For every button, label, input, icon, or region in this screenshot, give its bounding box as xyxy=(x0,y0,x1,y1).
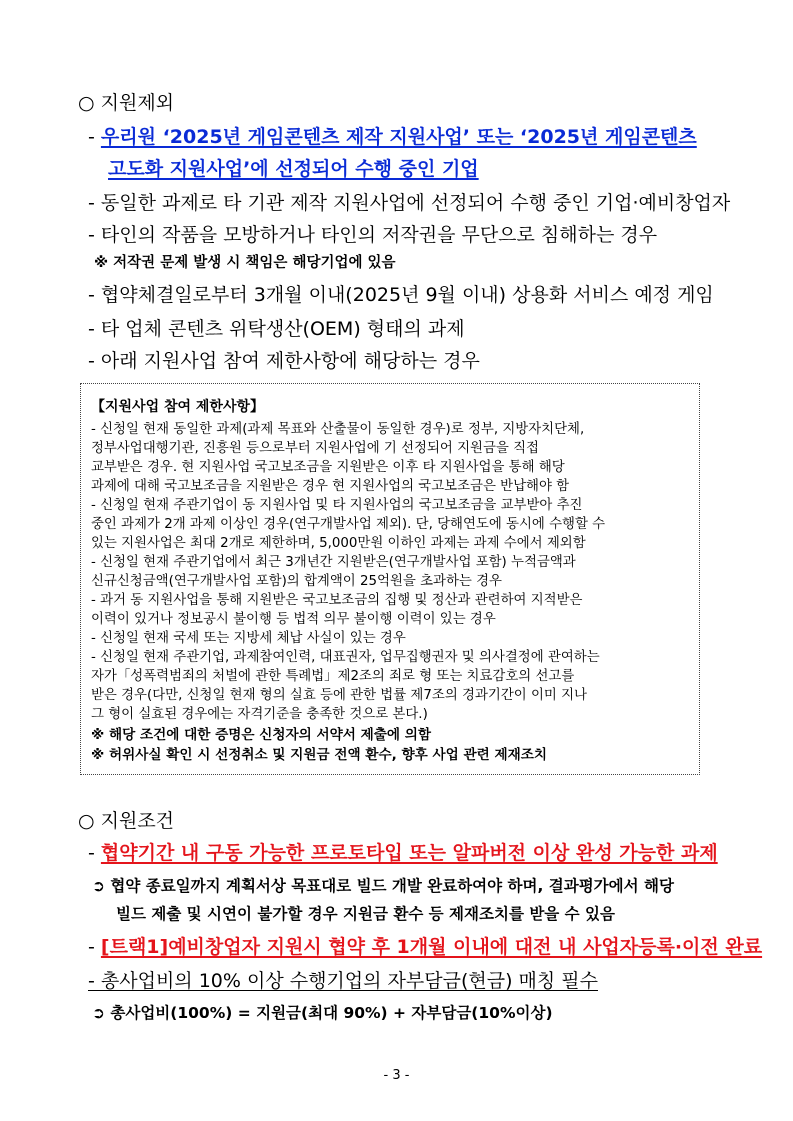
restriction-line: 정부사업대행기관, 진흥원 등으로부터 지원사업에 기 선정되어 지원금을 직접 xyxy=(91,441,539,456)
section-title-conditions: ○ 지원조건 xyxy=(78,810,175,832)
restriction-line: 자가「성폭력범죄의 처벌에 관한 특례법」제2조의 죄로 형 또는 치료감호의 선고를 xyxy=(91,669,575,684)
exclusion-item-1 xyxy=(88,124,697,150)
restriction-line: 교부받은 경우. 현 지원사업 국고보조금을 지원받은 이후 타 지원사업을 통해 해당 xyxy=(91,460,565,475)
restriction-line: - 신청일 현재 주관기업이 동 지원사업 및 타 지원사업의 국고보조금을 교부받아 추진 xyxy=(91,498,583,513)
build-requirement-note: ➲ 협약 종료일까지 계획서상 목표대로 빌드 개발 완료하여야 하며, 결과평가에서 해당 xyxy=(92,877,674,895)
condition-item-3: - 총사업비의 10% 이상 수행기업의 자부담금(현금) 매칭 필수 xyxy=(88,970,598,992)
exclusion-item-2: - 동일한 과제로 타 기관 제작 지원사업에 선정되어 수행 중인 기업·예비창업자 xyxy=(88,192,731,214)
restriction-line: 이력이 있거나 정보공시 불이행 등 법적 의무 불이행 이력이 있는 경우 xyxy=(91,612,496,627)
false-info-note: ※ 허위사실 확인 시 선정취소 및 지원금 전액 환수, 향후 사업 관련 제재조치 xyxy=(91,747,547,763)
page-number: - 3 - xyxy=(383,1068,410,1083)
condition-item-2-text: [트랙1]예비창업자 지원시 협약 후 1개월 이내에 대전 내 사업자등록·이전 완료 xyxy=(100,936,763,958)
restriction-line: 그 형이 실효된 경우에는 자격기준을 충족한 것으로 본다.) xyxy=(91,707,428,722)
condition-item-2 xyxy=(88,934,762,960)
bullet-dash: - xyxy=(88,126,101,148)
restriction-line: - 과거 동 지원사업을 통해 지원받은 국고보조금의 집행 및 정산과 관련하여 지적받은 xyxy=(91,593,583,608)
condition-item-1 xyxy=(88,840,718,866)
exclusion-item-4: - 협약체결일로부터 3개월 이내(2025년 9월 이내) 상용화 서비스 예정 게임 xyxy=(88,284,714,306)
restriction-line: 과제에 대해 국고보조금을 지원받은 경우 현 지원사업의 국고보조금은 반납해야 함 xyxy=(91,479,570,494)
exclusion-item-6: - 아래 지원사업 참여 제한사항에 해당하는 경우 xyxy=(88,350,480,372)
restriction-line: - 신청일 현재 주관기업, 과제참여인력, 대표권자, 업무집행권자 및 의사결정에 관여하는 xyxy=(91,650,600,665)
restriction-box xyxy=(80,383,700,775)
section-title-exclusion: ○ 지원제외 xyxy=(78,92,175,114)
restriction-line: 중인 과제가 2개 과제 이상인 경우(연구개발사업 제외). 단, 당해연도에 동시에 수행할 수 xyxy=(91,517,606,532)
exclusion-item-3: - 타인의 작품을 모방하거나 타인의 저작권을 무단으로 침해하는 경우 xyxy=(88,224,658,246)
bullet-dash: - xyxy=(88,842,101,864)
restriction-line: 있는 지원사업은 최대 2개로 제한하며, 5,000만원 이하인 과제는 과제 수에서 제외함 xyxy=(91,536,586,551)
proof-note: ※ 해당 조건에 대한 증명은 신청자의 서약서 제출에 의함 xyxy=(91,727,431,743)
budget-formula: ➲ 총사업비(100%) = 지원금(최대 90%) + 자부담금(10%이상) xyxy=(92,1004,553,1022)
exclusion-item-5: - 타 업체 콘텐츠 위탁생산(OEM) 형태의 과제 xyxy=(88,318,465,340)
restriction-heading: 【지원사업 참여 제한사항】 xyxy=(91,399,264,415)
restriction-line: 신규신청금액(연구개발사업 포함)의 합계액이 25억원을 초과하는 경우 xyxy=(91,574,502,589)
exclusion-item-1-cont: 고도화 지원사업’에 선정되어 수행 중인 기업 xyxy=(108,158,479,180)
restriction-line: - 신청일 현재 동일한 과제(과제 목표와 산출물이 동일한 경우)로 정부, 지방자치단체, xyxy=(91,422,585,437)
bullet-dash: - xyxy=(88,936,101,958)
condition-item-1-text: 협약기간 내 구동 가능한 프로토타입 또는 알파버전 이상 완성 가능한 과제 xyxy=(100,842,718,864)
restriction-line: 받은 경우(다만, 신청일 현재 형의 실효 등에 관한 법률 제7조의 경과기간이 이미 지나 xyxy=(91,688,587,703)
restriction-line: - 신청일 현재 주관기업에서 최근 3개년간 지원받은(연구개발사업 포함) 누적금액과 xyxy=(91,555,576,570)
copyright-note: ※ 저작권 문제 발생 시 책임은 해당기업에 있음 xyxy=(94,255,396,271)
exclusion-item-1-text: 우리원 ‘2025년 게임콘텐츠 제작 지원사업’ 또는 ‘2025년 게임콘텐츠 xyxy=(100,126,697,148)
build-requirement-note-cont: 빌드 제출 및 시연이 불가할 경우 지원금 환수 등 제재조치를 받을 수 있음 xyxy=(116,905,615,923)
restriction-line: - 신청일 현재 국세 또는 지방세 체납 사실이 있는 경우 xyxy=(91,631,406,646)
